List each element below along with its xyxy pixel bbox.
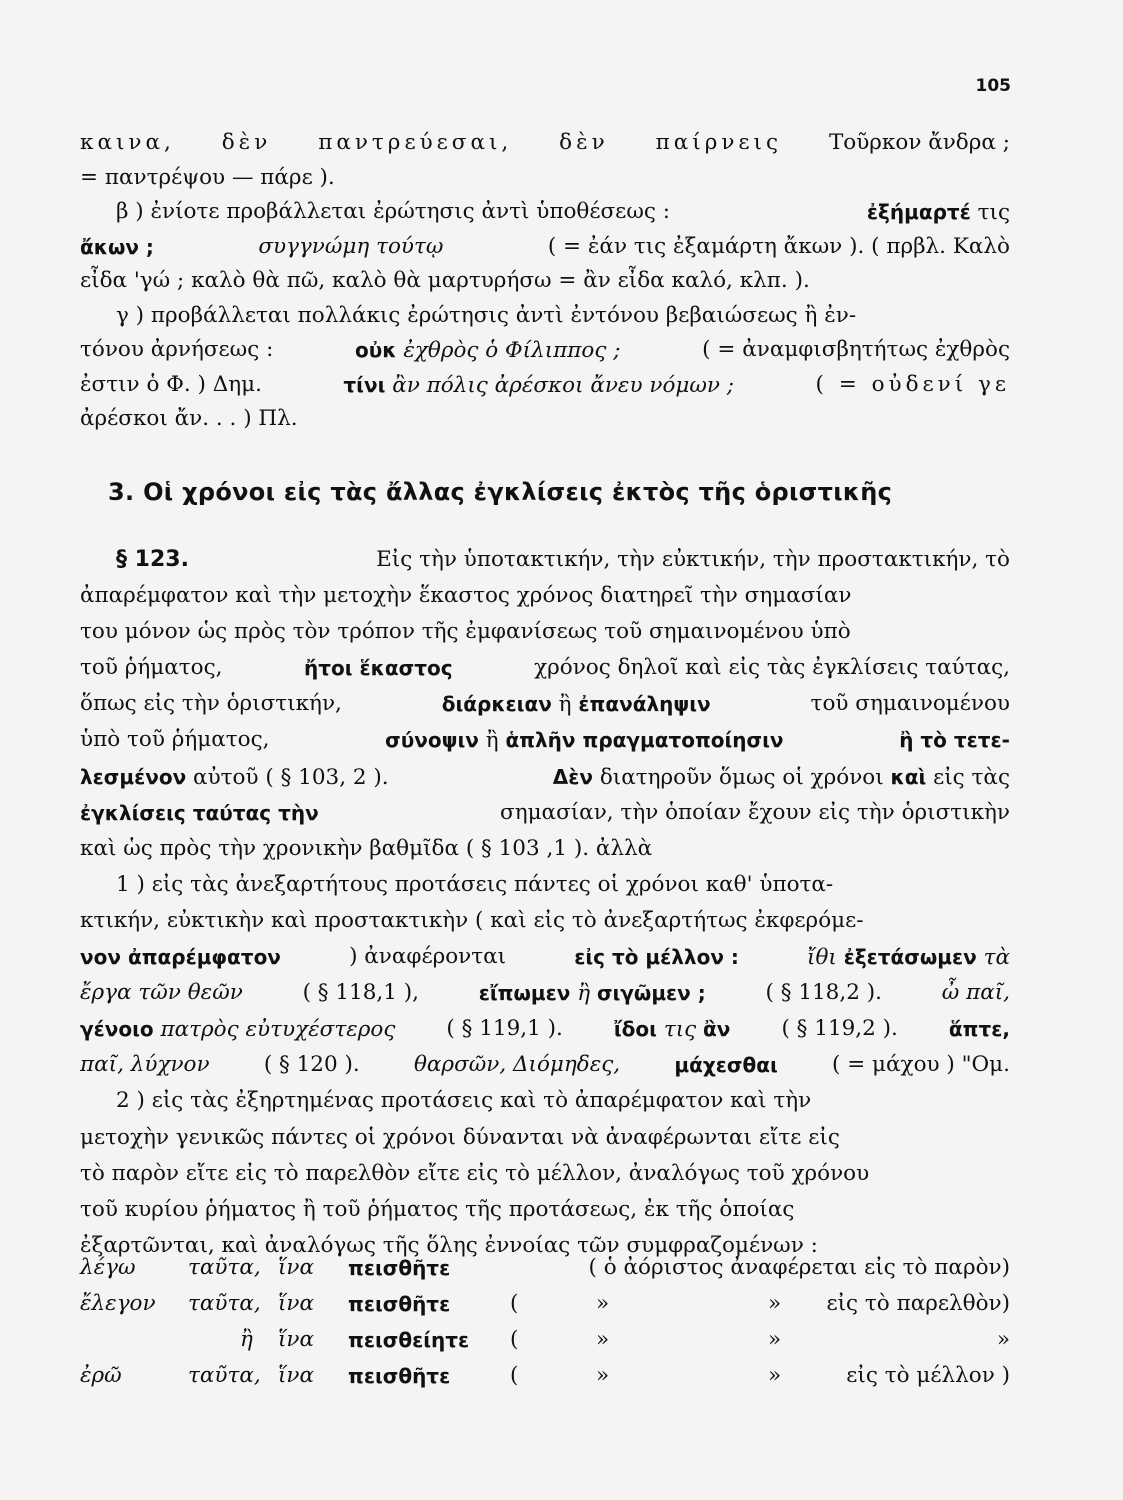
text-line: γένοιο πατρὸς εὐτυχέστερος ( § 119,1 ). ἴδοι τις ἂν ( § 119,2 ). ἅπτε, — [80, 1016, 1010, 1043]
example-row: ἐρῶ ταῦτα, ἵνα πεισθῆτε ( » » εἰς τὸ μέλλον ) — [80, 1363, 1010, 1388]
text-line: ἐξαρτῶνται, καὶ ἀναλόγως τῆς ὅλης ἐννοίας τῶν συμφραζομένων : — [80, 1232, 818, 1258]
text-line: β ) ἐνίοτε προβάλλεται ἐρώτησις ἀντὶ ὑποθέσεως : ἐξήμαρτέ τις — [116, 199, 1010, 225]
text-line: νον ἀπαρέμφατον ) ἀναφέρονται εἰς τὸ μέλλον : ἴθι ἐξετάσωμεν τὰ — [80, 944, 1010, 971]
text-line: τοῦ ῥήματος, ἤτοι ἕκαστος χρόνος δηλοῖ καὶ εἰς τὰς ἐγκλίσεις ταύτας, — [80, 655, 1010, 681]
text-line: κτικήν, εὐκτικὴν καὶ προστακτικὴν ( καὶ εἰς τὸ ἀνεξαρτήτως ἐκφερόμε- — [80, 907, 864, 933]
text-line: του μόνον ὡς πρὸς τὸν τρόπον τῆς ἐμφανίσεως τοῦ σημαινομένου ὑπὸ — [80, 619, 851, 645]
text-line: μετοχὴν γενικῶς πάντες οἱ χρόνοι δύνανται νὰ ἀναφέρωνται εἴτε εἰς — [80, 1124, 840, 1150]
text-line: ὑπὸ τοῦ ῥήματος, σύνοψιν ἢ ἁπλῆν πραγματοποίησιν ἢ τὸ τετε- — [80, 727, 1010, 754]
text-line: ἔργα τῶν θεῶν ( § 118,1 ), εἴπωμεν ἢ σιγῶμεν ; ( § 118,2 ). ὦ παῖ, — [80, 980, 1010, 1007]
text-line: ἀπαρέμφατον καὶ τὴν μετοχὴν ἕκαστος χρόνος διατηρεῖ τὴν σημασίαν — [80, 583, 852, 609]
example-row: ἢ ἵνα πεισθείητε ( » » » — [240, 1327, 1010, 1352]
text-line: τοῦ κυρίου ῥήματος ἢ τοῦ ῥήματος τῆς προτάσεως, ἐκ τῆς ὁποίας — [80, 1196, 795, 1222]
text-line: ἐστιν ὁ Φ. ) Δημ. τίνι ἂν πόλις ἀρέσκοι ἄνευ νόμων ; ( = οὐδενί γε — [80, 371, 1010, 398]
text-line: εἶδα 'γώ ; καλὸ θὰ πῶ, καλὸ θὰ μαρτυρήσω = ἂν εἶδα καλό, κλπ. ). — [80, 268, 810, 293]
text-line: τόνου ἀρνήσεως : οὐκ ἐχθρὸς ὁ Φίλιππος ; ( = ἀναμφισβητήτως ἐχθρὸς — [80, 337, 1010, 363]
text-line: καὶ ὡς πρὸς τὴν χρονικὴν βαθμῖδα ( § 103 ,1 ). ἀλλὰ — [80, 835, 653, 861]
text-line: 1 ) εἰς τὰς ἀνεξαρτήτους προτάσεις πάντες οἱ χρόνοι καθ' ὑποτα- — [116, 871, 834, 897]
text-line: τὸ παρὸν εἴτε εἰς τὸ παρελθὸν εἴτε εἰς τὸ μέλλον, ἀναλόγως τοῦ χρόνου — [80, 1160, 870, 1186]
section-title: 3. Οἱ χρόνοι εἰς τὰς ἄλλας ἐγκλίσεις ἐκτὸς τῆς ὁριστικῆς — [108, 478, 893, 506]
text-line: γ ) προβάλλεται πολλάκις ἐρώτησις ἀντὶ ἐντόνου βεβαιώσεως ἢ ἐν- — [116, 302, 857, 328]
text-line: ἄκων ; συγγνώμη τούτῳ ( = ἐάν τις ἐξαμάρτη ἄκων ). ( πρβλ. Καλὸ — [80, 233, 1010, 259]
text-line: παῖ, λύχνον ( § 120 ). θαρσῶν, Διόμηδες, μάχεσθαι ( = μάχου ) "Ομ. — [80, 1052, 1010, 1078]
text-line: ὅπως εἰς τὴν ὁριστικήν, διάρκειαν ἢ ἐπανάληψιν τοῦ σημαινομένου — [80, 691, 1010, 718]
text-line: § 123. Εἰς τὴν ὑποτακτικήν, τὴν εὐκτικήν, τὴν προστακτικήν, τὸ — [80, 542, 1010, 578]
intro-text — [80, 126, 1010, 437]
section-body — [80, 542, 1010, 1264]
text-line: ἐγκλίσεις ταύτας τὴν σημασίαν, τὴν ὁποίαν ἔχουν εἰς τὴν ὁριστικὴν — [80, 799, 1010, 825]
text-line: ἀρέσκοι ἄν. . . ) Πλ. — [80, 406, 298, 431]
example-row: ἔλεγον ταῦτα, ἵνα πεισθῆτε ( » » εἰς τὸ παρελθὸν) — [80, 1291, 1010, 1316]
text-line: καινα, δὲν παντρεύεσαι, δὲν παίρνεις Τοῦρκον ἄνδρα ; — [80, 130, 1010, 155]
text-line: = παντρέψου — πάρε ). — [80, 164, 335, 190]
paragraph-number: § 123. — [116, 547, 189, 572]
example-row: λέγω ταῦτα, ἵνα πεισθῆτε ( ὁ ἀόριστος ἀναφέρεται εἰς τὸ παρὸν) — [80, 1255, 1010, 1280]
page-number: 105 — [975, 76, 1011, 96]
example-table — [80, 1250, 1010, 1394]
text-line: 2 ) εἰς τὰς ἐξηρτημένας προτάσεις καὶ τὸ ἀπαρέμφατον καὶ τὴν — [116, 1088, 812, 1114]
text-line: λεσμένον αὐτοῦ ( § 103, 2 ). Δὲν διατηροῦν ὅμως οἱ χρόνοι καὶ εἰς τὰς — [80, 764, 1010, 790]
